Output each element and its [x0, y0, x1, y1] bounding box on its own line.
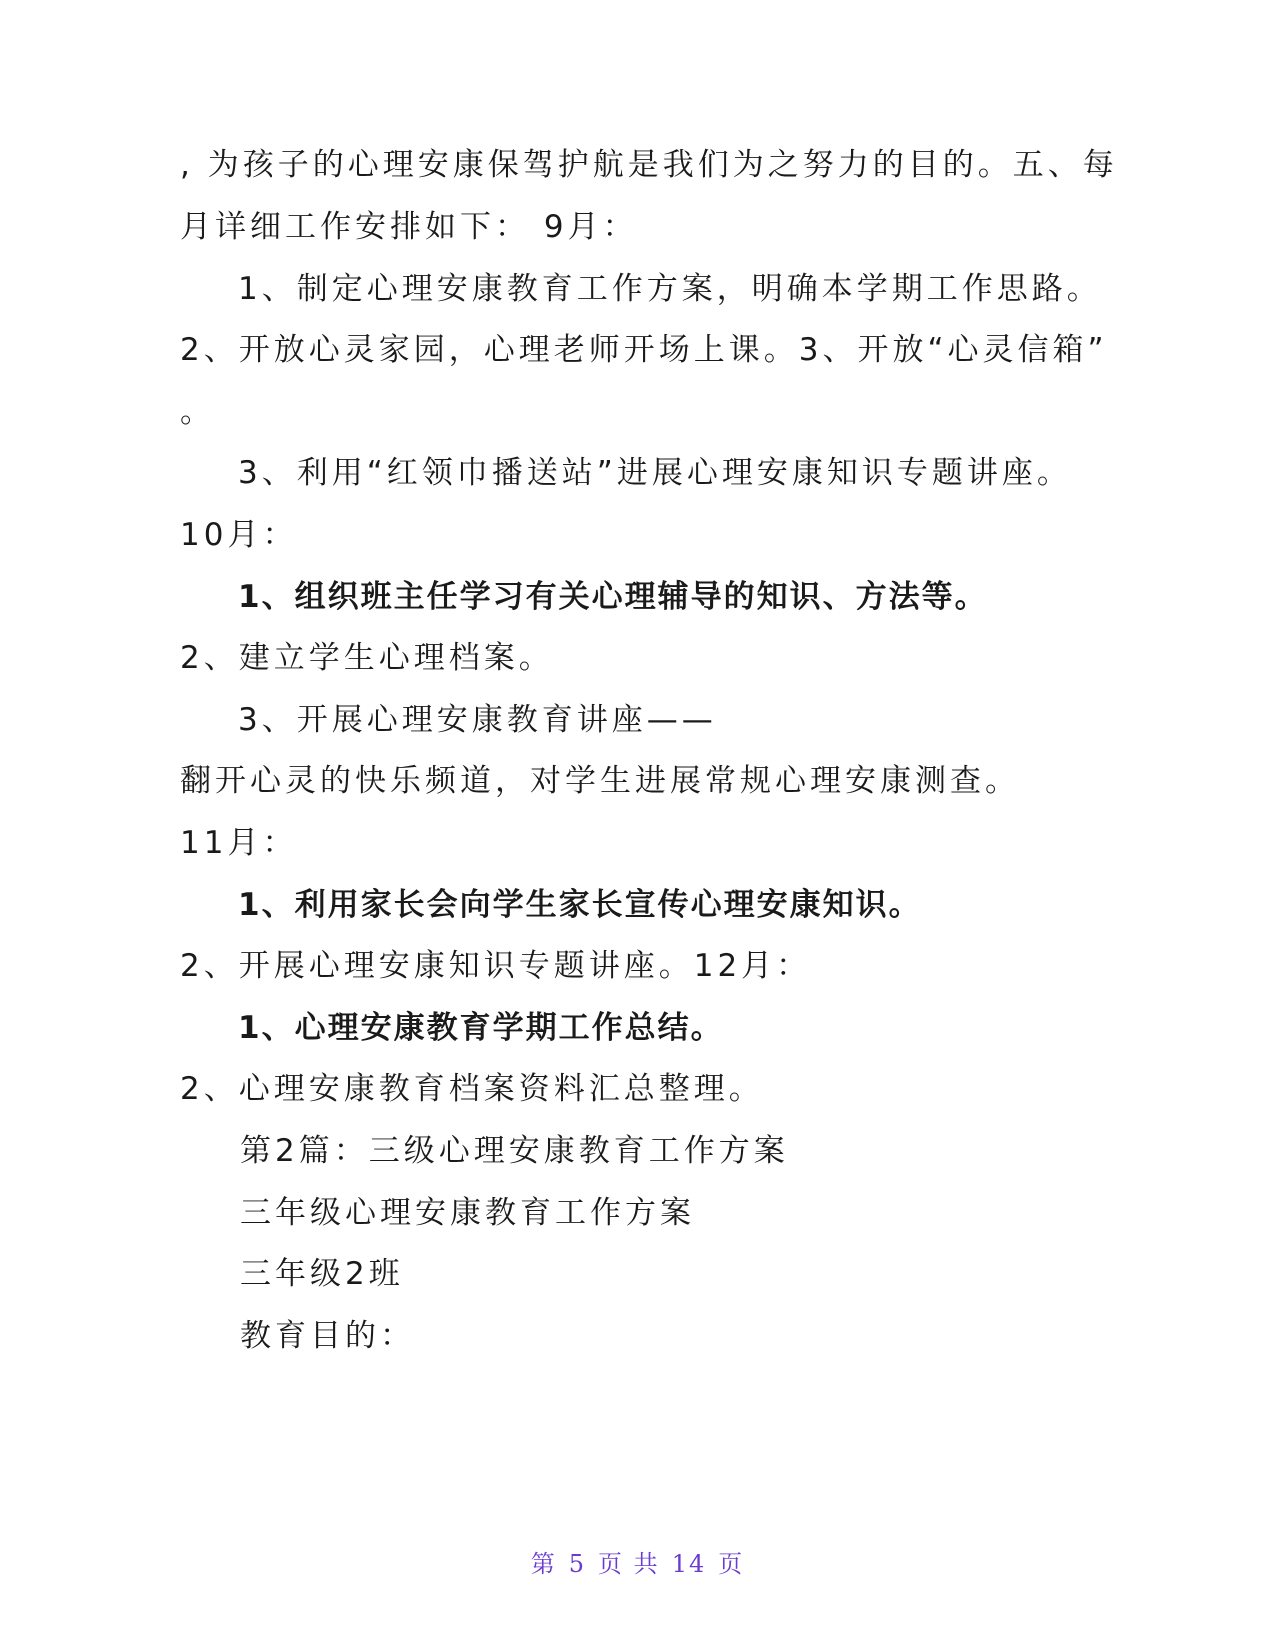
footer-current-page: 5 — [568, 1550, 587, 1578]
text-line-10: 3、开展心理安康教育讲座—— — [238, 702, 717, 738]
text-line-20: 教育目的： — [240, 1318, 415, 1354]
text-line-8: 1、组织班主任学习有关心理辅导的知识、方法等。 — [238, 579, 988, 615]
footer-total-pages: 14 — [671, 1550, 707, 1578]
text-line-3: 1、制定心理安康教育工作方案，明确本学期工作思路。 — [238, 271, 1102, 307]
text-line-18: 三年级心理安康教育工作方案 — [240, 1195, 695, 1231]
page-footer — [0, 1544, 1275, 1579]
text-line-4: 2、开放心灵家园，心理老师开场上课。3、开放“心灵信箱” — [180, 332, 1108, 368]
text-line-1: , 为孩子的心理安康保驾护航是我们为之努力的目的。五、每 — [180, 147, 1118, 183]
text-line-19: 三年级2班 — [240, 1256, 404, 1292]
text-line-5: 。 — [180, 394, 215, 430]
text-line-11: 翻开心灵的快乐频道，对学生进展常规心理安康测查。 — [180, 763, 1020, 799]
text-line-2: 月详细工作安排如下： 9月： — [180, 209, 638, 245]
footer-suffix: 页 — [718, 1550, 745, 1578]
text-line-15: 1、心理安康教育学期工作总结。 — [238, 1010, 724, 1046]
text-line-6: 3、利用“红领巾播送站”进展心理安康知识专题讲座。 — [238, 455, 1072, 491]
text-line-9: 2、建立学生心理档案。 — [180, 640, 554, 676]
text-line-12: 11月： — [180, 825, 298, 861]
footer-prefix: 第 — [530, 1550, 557, 1578]
footer-mid: 页 共 — [598, 1550, 660, 1578]
text-line-14: 2、开展心理安康知识专题讲座。12月： — [180, 948, 812, 984]
text-line-13: 1、利用家长会向学生家长宣传心理安康知识。 — [238, 887, 922, 923]
text-line-16: 2、心理安康教育档案资料汇总整理。 — [180, 1071, 764, 1107]
text-line-17: 第2篇：三级心理安康教育工作方案 — [240, 1133, 789, 1169]
text-line-7: 10月： — [180, 517, 298, 553]
